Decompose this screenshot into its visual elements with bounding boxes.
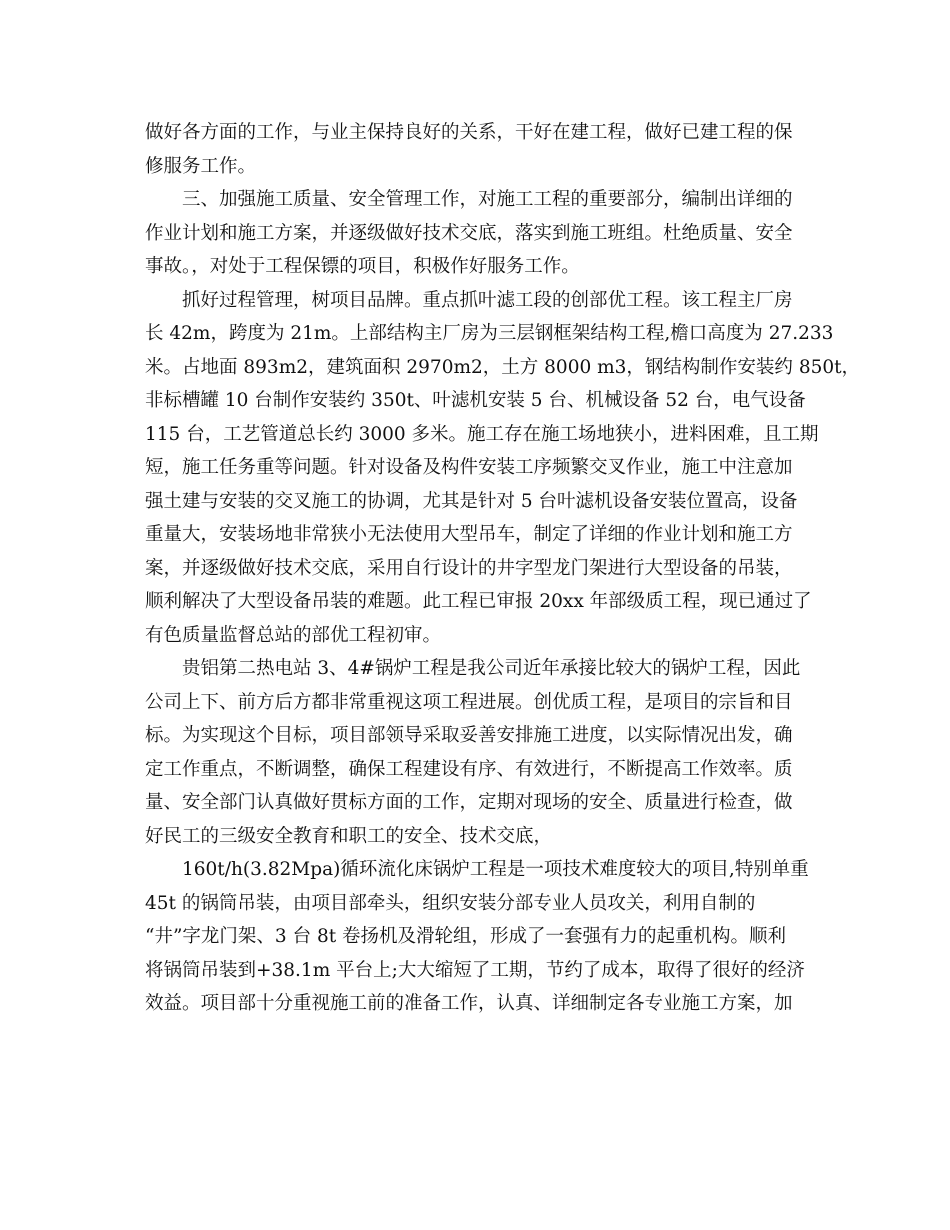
text-line: 修服务工作。 bbox=[145, 155, 257, 177]
paragraph-first-line: 抓好过程管理，树项目品牌。重点抓叶滤工段的创部优工程。该工程主厂房 bbox=[182, 289, 793, 311]
text-line: 115 台，工艺管道总长约 3000 多米。施工存在施工场地狭小，进料困难，且工期 bbox=[145, 423, 819, 445]
text-line: 短，施工任务重等问题。针对设备及构件安装工序频繁交叉作业，施工中注意加 bbox=[145, 457, 793, 478]
text-line: 效益。项目部十分重视施工前的准备工作，认真、详细制定各专业施工方案，加 bbox=[145, 993, 793, 1014]
text-line: 量、安全部门认真做好贯标方面的工作，定期对现场的安全、质量进行检查，做 bbox=[145, 792, 793, 813]
text-line: 好民工的三级安全教育和职工的安全、技术交底， bbox=[145, 825, 553, 847]
text-line: 定工作重点，不断调整，确保工程建设有序、有效进行，不断提高工作效率。质 bbox=[145, 758, 793, 780]
text-line: 非标槽罐 10 台制作安装约 350t、叶滤机安装 5 台、机械设备 52 台，电气设备 bbox=[145, 390, 806, 411]
document-body bbox=[145, 116, 861, 1021]
text-line: 事故。，对处于工程保镖的项目，积极作好服务工作。 bbox=[145, 256, 580, 277]
text-line: 作业计划和施工方案，并逐级做好技术交底，落实到施工班组。杜绝质量、安全 bbox=[145, 222, 793, 244]
paragraph-first-line: 160t/h(3.82Mpa)循环流化床锅炉工程是一项技术难度较大的项目,特别单重 bbox=[182, 859, 809, 880]
text-line: 重量大，安装场地非常狭小无法使用大型吊车，制定了详细的作业计划和施工方 bbox=[145, 524, 793, 545]
paragraph-first-line: 贵铝第二热电站 3、4#锅炉工程是我公司近年承接比较大的锅炉工程，因此 bbox=[182, 658, 801, 679]
text-line: 顺利解决了大型设备吊装的难题。此工程已审报 20xx 年部级质工程，现已通过了 bbox=[145, 591, 812, 612]
text-line: 45t 的锅筒吊装，由项目部牵头，组织安装分部专业人员攻关，利用自制的 bbox=[145, 892, 756, 914]
text-line: 标。为实现这个目标，项目部领导采取妥善安排施工进度，以实际情况出发，确 bbox=[145, 725, 793, 746]
text-line: 将锅筒吊装到+38.1m 平台上;大大缩短了工期，节约了成本，取得了很好的经济 bbox=[145, 959, 805, 981]
text-line: “井”字龙门架、3 台 8t 卷扬机及滑轮组，形成了一套强有力的起重机构。顺利 bbox=[145, 926, 787, 947]
paragraph-first-line: 三、加强施工质量、安全管理工作，对施工工程的重要部分，编制出详细的 bbox=[182, 189, 793, 210]
text-line: 强土建与安装的交叉施工的协调，尤其是针对 5 台叶滤机设备安装位置高，设备 bbox=[145, 490, 798, 512]
text-line: 长 42m，跨度为 21m。上部结构主厂房为三层钢框架结构工程,檐口高度为 27.233 bbox=[145, 323, 834, 344]
text-line: 米。占地面 893m2，建筑面积 2970m2，土方 8000 m3，钢结构制作安装约 850t， bbox=[145, 356, 861, 378]
text-line: 有色质量监督总站的部优工程初审。 bbox=[145, 624, 442, 646]
text-line: 公司上下、前方后方都非常重视这项工程进展。创优质工程，是项目的宗旨和目 bbox=[145, 691, 793, 713]
text-line: 做好各方面的工作，与业主保持良好的关系，干好在建工程，做好已建工程的保 bbox=[145, 122, 793, 143]
text-line: 案，并逐级做好技术交底，采用自行设计的井字型龙门架进行大型设备的吊装， bbox=[145, 557, 793, 579]
